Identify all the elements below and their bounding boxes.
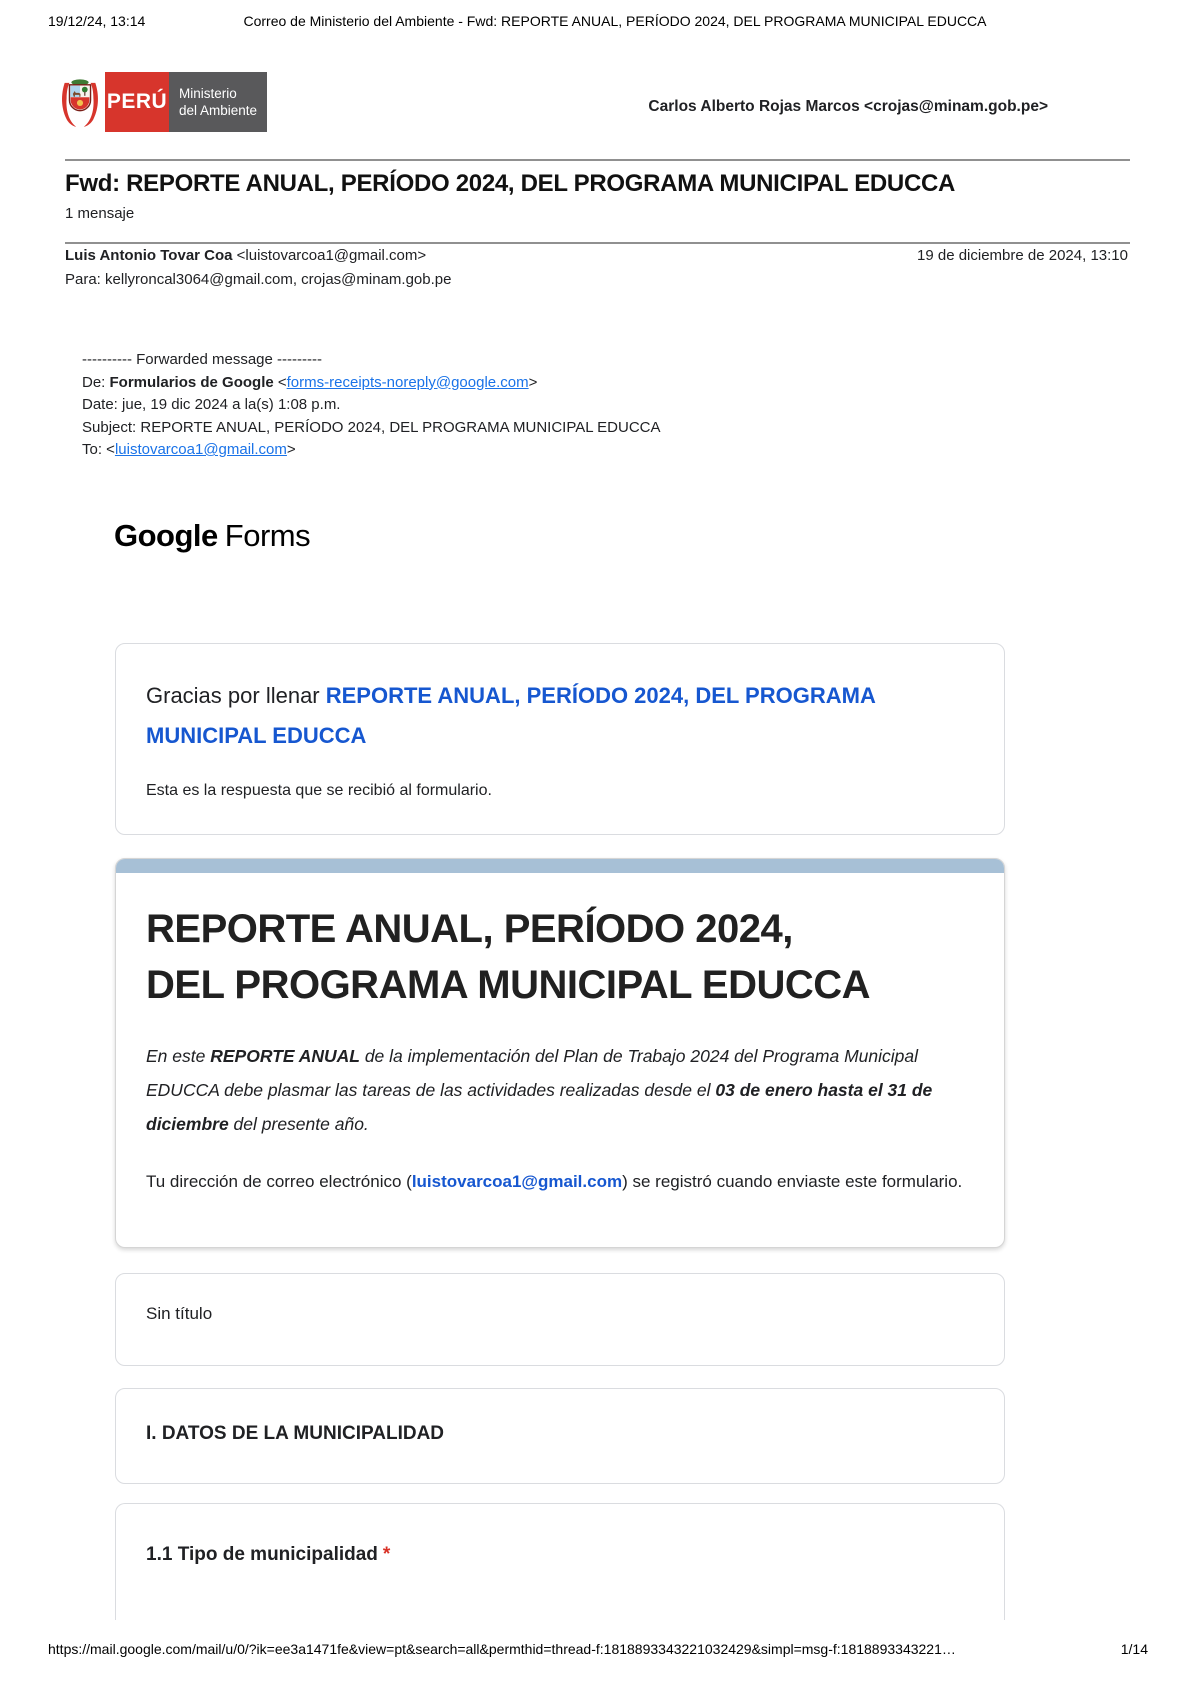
- forwarded-to-line: [82, 439, 661, 462]
- forwarded-from-name: Formularios de Google: [109, 373, 274, 391]
- form-title: [146, 901, 974, 1013]
- thanks-card: [115, 643, 1005, 835]
- email-date: 19 de diciembre de 2024, 13:10: [917, 247, 1128, 264]
- form-title-line2: DEL PROGRAMA MUNICIPAL EDUCCA: [146, 963, 871, 1007]
- desc-bold: 03 de enero hasta el 31 de diciembre: [146, 1080, 933, 1134]
- print-footer-url: https://mail.google.com/mail/u/0/?ik=ee3a1471fe&view=pt&search=all&permthid=thread-f:1818893343221032429&simpl=msg-f:1818893343221…: [48, 1641, 956, 1657]
- untitled-section-card: [115, 1273, 1005, 1366]
- print-datetime: 19/12/24, 13:14: [48, 13, 146, 29]
- question-label: 1.1 Tipo de municipalidad: [146, 1544, 378, 1565]
- thanks-subtext: Esta es la respuesta que se recibió al formulario.: [146, 782, 492, 799]
- untitled-section-label: Sin título: [146, 1304, 213, 1323]
- forwarded-to-email-link[interactable]: luistovarcoa1@gmail.com: [114, 441, 287, 458]
- divider: [65, 159, 1130, 161]
- forms-response-cards: [115, 643, 1005, 1620]
- forwarded-to-label: To: <: [82, 441, 115, 458]
- forwarded-marker: ---------- Forwarded message ---------: [82, 351, 322, 368]
- form-theme-bar: [116, 859, 1004, 873]
- sender-row: [65, 247, 1128, 264]
- required-asterisk: *: [382, 1544, 391, 1565]
- peru-logo-label: PERÚ: [105, 72, 169, 132]
- registered-email-note: [146, 1163, 974, 1201]
- desc-text: del presente año.: [228, 1114, 369, 1134]
- form-header-card: [115, 858, 1005, 1248]
- print-footer-page-number: 1/14: [1120, 1641, 1148, 1657]
- account-owner: Carlos Alberto Rojas Marcos <crojas@minam.gob.pe>: [648, 98, 1048, 115]
- recipients-line: Para: kellyroncal3064@gmail.com, crojas@minam.gob.pe: [65, 271, 452, 288]
- thanks-heading: [146, 676, 916, 756]
- print-page-title: Correo de Ministerio del Ambiente - Fwd: REPORTE ANUAL, PERÍODO 2024, DEL PROGRAMA MUNICIPAL EDUCCA: [243, 13, 987, 29]
- note-text: Tu dirección de correo electrónico (: [146, 1172, 412, 1191]
- section-heading-card: [115, 1388, 1005, 1484]
- email-subject: Fwd: REPORTE ANUAL, PERÍODO 2024, DEL PROGRAMA MUNICIPAL EDUCCA: [65, 170, 956, 197]
- forwarded-message-block: [82, 349, 661, 462]
- peru-coat-of-arms-icon: [55, 72, 105, 132]
- google-forms-logo: [114, 518, 310, 554]
- sender-address: <luistovarcoa1@gmail.com>: [232, 247, 427, 264]
- ministry-line1: Ministerio: [179, 86, 237, 101]
- registered-email-link[interactable]: luistovarcoa1@gmail.com: [411, 1172, 623, 1191]
- ministry-logo-label: [169, 72, 267, 132]
- sender-info: [65, 247, 426, 264]
- desc-bold: REPORTE ANUAL: [210, 1046, 360, 1066]
- forwarded-date-line: Date: jue, 19 dic 2024 a la(s) 1:08 p.m.: [82, 396, 341, 413]
- bracket: >: [528, 373, 538, 391]
- ministry-line2: del Ambiente: [179, 103, 258, 118]
- forms-wordmark: Forms: [224, 518, 311, 553]
- forwarded-subject-line: Subject: REPORTE ANUAL, PERÍODO 2024, DEL PROGRAMA MUNICIPAL EDUCCA: [82, 418, 661, 436]
- divider: [65, 242, 1130, 244]
- bracket: >: [286, 441, 296, 458]
- forwarded-from-line: [82, 372, 661, 395]
- form-description: [146, 1039, 974, 1141]
- note-text: ) se registró cuando enviaste este formulario.: [622, 1172, 963, 1191]
- desc-text: En este: [146, 1046, 211, 1066]
- form-title-line1: REPORTE ANUAL, PERÍODO 2024,: [146, 907, 793, 951]
- section-heading-label: I. DATOS DE LA MUNICIPALIDAD: [146, 1423, 445, 1444]
- question-card: [115, 1503, 1005, 1620]
- forwarded-from-label: De:: [82, 373, 110, 391]
- desc-text: de la implementación del Plan de Trabajo 2024 del Programa Municipal EDUCCA debe plasmar las tareas de las actividades realizadas desde el: [146, 1046, 919, 1100]
- form-header-body: [116, 873, 1004, 1201]
- bracket: <: [273, 373, 287, 391]
- sender-name: Luis Antonio Tovar Coa: [65, 247, 233, 264]
- form-title-link[interactable]: REPORTE ANUAL, PERÍODO 2024, DEL PROGRAMA MUNICIPAL EDUCCA: [146, 683, 876, 748]
- minam-logo: [55, 72, 267, 132]
- google-wordmark: Google: [114, 518, 218, 553]
- thanks-prefix: Gracias por llenar: [146, 683, 326, 708]
- message-count: 1 mensaje: [65, 205, 135, 222]
- forwarded-from-email-link[interactable]: forms-receipts-noreply@google.com: [286, 373, 529, 391]
